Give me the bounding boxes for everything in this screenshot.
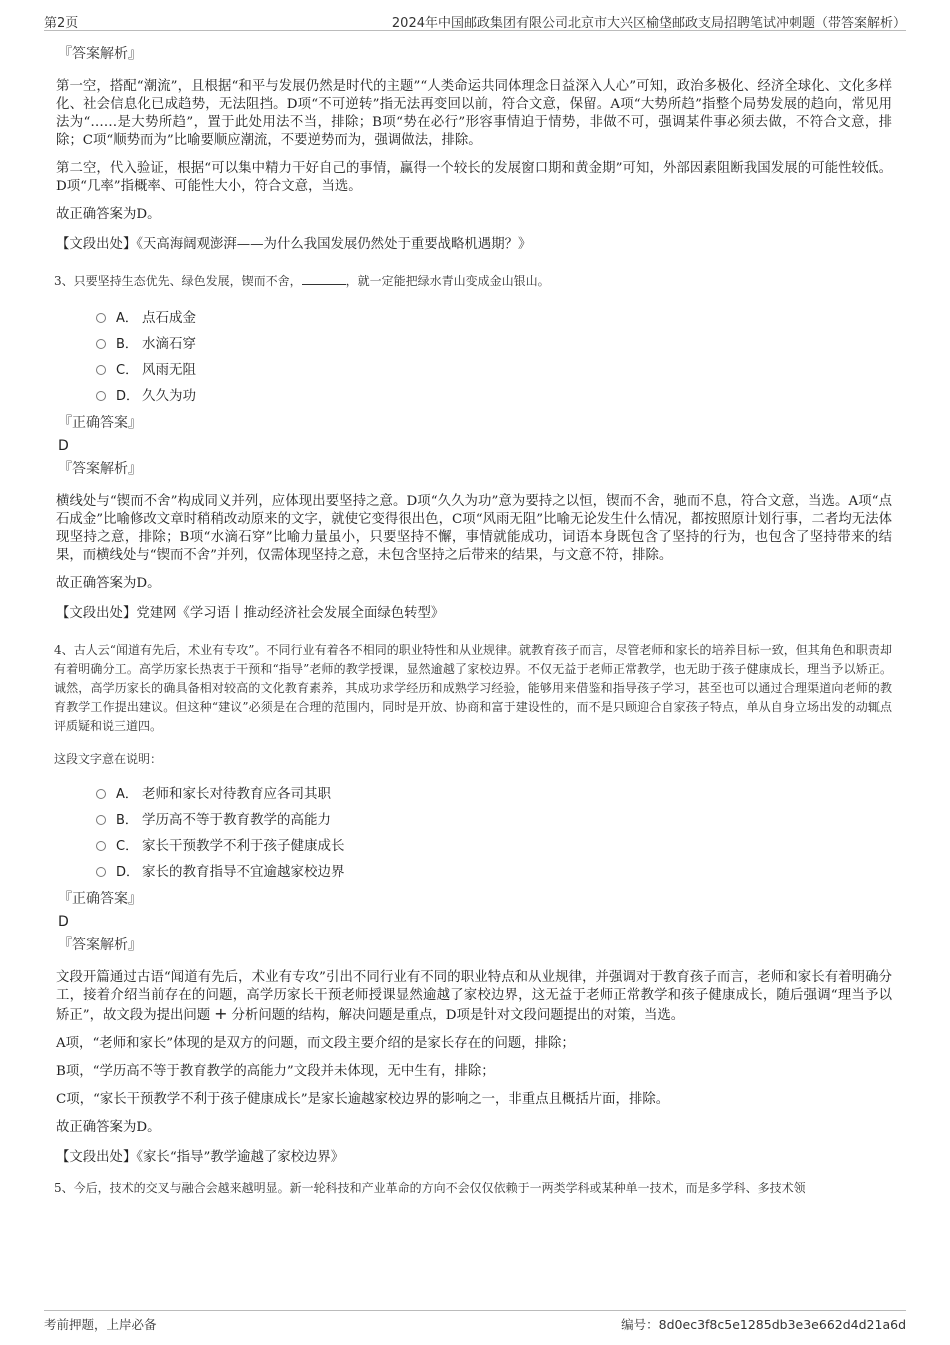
document-title: 2024年中国邮政集团有限公司北京市大兴区榆垡邮政支局招聘笔试冲刺题（带答案解析） <box>391 16 906 31</box>
correct-answer-tag: 『正确答案』 <box>58 891 142 907</box>
page-header <box>44 10 906 31</box>
analysis-paragraph: 第一空，搭配“潮流”，且根据“和平与发展仍然是时代的主题”“人类命运共同体理念日益深入人心”可知，政治多极化、经济全球化、文化多样化、社会信息化已成趋势，无法阻挡。D项“不可逆转”指无法再变回以前，符合文意，保留。A项“大势所趋”指整个局势发展的趋向，常见用法为“……是大势所趋”，置于此处用法不当，排除；B项“势在必行”形容事情迫于情势，非做不可，强调某件事必须去做，不符合文意，排除；C项“顺势而为”比喻要顺应潮流，不要逆势而为，强调做法，排除。 <box>56 79 892 148</box>
radio-icon[interactable] <box>96 365 106 375</box>
option-d[interactable]: D． 久久为功 <box>96 381 892 407</box>
option-d[interactable]: D． 家长的教育指导不宜逾越家校边界 <box>96 857 892 883</box>
question-stem: 3、只要坚持生态优先、绿色发展，锲而不舍， ，就一定能把绿水青山变成金山银山。 <box>54 274 550 288</box>
page-footer <box>44 1310 906 1333</box>
radio-icon[interactable] <box>96 841 106 851</box>
options-list <box>96 303 892 407</box>
source-citation: 【文段出处】《天高海阔观澎湃——为什么我国发展仍然处于重要战略机遇期？》 <box>56 237 532 252</box>
option-a[interactable]: A． 老师和家长对待教育应各司其职 <box>96 779 892 805</box>
option-b[interactable]: B． 学历高不等于教育教学的高能力 <box>96 805 892 831</box>
correct-answer: D <box>58 438 69 454</box>
option-c[interactable]: C． 风雨无阻 <box>96 355 892 381</box>
correct-answer: D <box>58 914 69 930</box>
radio-icon[interactable] <box>96 815 106 825</box>
conclusion: 故正确答案为D。 <box>56 576 161 591</box>
analysis-tag: 『答案解析』 <box>58 46 142 62</box>
analysis-tag: 『答案解析』 <box>58 937 142 953</box>
question-stem: 4、古人云“闻道有先后，术业有专攻”。不同行业有着各不相同的职业特性和从业规律。就教育孩子而言，尽管老师和家长的培养目标一致，但其角色和职责却有着明确分工。高学历家长热衷于干预和“指导”老师的教学授课，显然逾越了家校边界。不仅无益于老师正常教学，也无助于孩子健康成长，理当予以矫正。诚然，高学历家长的确具备相对较高的文化教育素养，其成功求学经历和成熟学习经验，能够用来借鉴和指导孩子学习，甚至也可以通过合理渠道向老师的教育教学工作提出建议。但这种“建议”必须是在合理的范围内，同时是开放、协商和富于建设性的，而不是只顾迎合自家孩子特点，单从自身立场出发的动辄点评质疑和说三道四。 <box>54 643 892 733</box>
radio-icon[interactable] <box>96 789 106 799</box>
source-citation: 【文段出处】党建网《学习语丨推动经济社会发展全面绿色转型》 <box>56 606 445 621</box>
analysis-paragraph: 横线处与“锲而不舍”构成同义并列，应体现出要坚持之意。D项“久久为功”意为要持之以恒，锲而不舍，驰而不息，符合文意，当选。A项“点石成金”比喻修改文章时稍稍改动原来的文字，就使它变得很出色，C项“风雨无阻”比喻无论发生什么情况，都按照原计划行事，二者均无法体现坚持之意，排除；B项“水滴石穿”比喻力量虽小，只要坚持不懈，事情就能成功，词语本身既包含了坚持的行为，也包含了坚持带来的结果，而横线处与“锲而不舍”并列，仅需体现坚持之意，未包含坚持之后带来的结果，与文意不符，排除。 <box>56 494 892 563</box>
radio-icon[interactable] <box>96 313 106 323</box>
option-b[interactable]: B． 水滴石穿 <box>96 329 892 355</box>
question-prompt: 这段文字意在说明： <box>54 752 163 766</box>
document-id: 编号：8d0ec3f8c5e1285db3e3e662d4d21a6d <box>621 1317 906 1332</box>
page-number: 第2页 <box>44 16 79 31</box>
radio-icon[interactable] <box>96 391 106 401</box>
analysis-paragraph: B项，“学历高不等于教育教学的高能力”文段并未体现，无中生有，排除； <box>56 1064 495 1079</box>
conclusion: 故正确答案为D。 <box>56 1120 161 1135</box>
analysis-tag: 『答案解析』 <box>58 461 142 477</box>
conclusion: 故正确答案为D。 <box>56 207 161 222</box>
radio-icon[interactable] <box>96 339 106 349</box>
answer-blank <box>302 273 346 285</box>
question-stem: 5、今后，技术的交叉与融合会越来越明显。新一轮科技和产业革命的方向不会仅仅依赖于一两类学科或某种单一技术，而是多学科、多技术领 <box>54 1181 806 1195</box>
analysis-paragraph: A项，“老师和家长”体现的是双方的问题，而文段主要介绍的是家长存在的问题，排除； <box>56 1036 575 1051</box>
analysis-paragraph: 第二空，代入验证，根据“可以集中精力干好自己的事情，赢得一个较长的发展窗口期和黄金期”可知，外部因素阻断我国发展的可能性较低。D项“几率”指概率、可能性大小，符合文意，当选。 <box>56 161 892 194</box>
page-content <box>56 40 892 1206</box>
correct-answer-tag: 『正确答案』 <box>58 415 142 431</box>
analysis-paragraph: C项，“家长干预教学不利于孩子健康成长”是家长逾越家校边界的影响之一，非重点且概括片面，排除。 <box>56 1092 670 1107</box>
footer-slogan: 考前押题，上岸必备 <box>44 1317 157 1332</box>
options-list <box>96 779 892 883</box>
plus-sign: + <box>214 1004 228 1023</box>
option-a[interactable]: A． 点石成金 <box>96 303 892 329</box>
option-c[interactable]: C． 家长干预教学不利于孩子健康成长 <box>96 831 892 857</box>
source-citation: 【文段出处】《家长“指导”教学逾越了家校边界》 <box>56 1150 345 1165</box>
radio-icon[interactable] <box>96 867 106 877</box>
analysis-paragraph: 文段开篇通过古语“闻道有先后，术业有专攻”引出不同行业有不同的职业特点和从业规律，并强调对于教育孩子而言，老师和家长有着明确分工，接着介绍当前存在的问题，高学历家长干预老师授课显然逾越了家校边界，这无益于老师正常教学和孩子健康成长，随后强调“理当予以矫正”，故文段为提出问题 + 分析问题的结构，解决问题是重点，D项是针对文段问题提出的对策，当选。 <box>56 970 892 1023</box>
